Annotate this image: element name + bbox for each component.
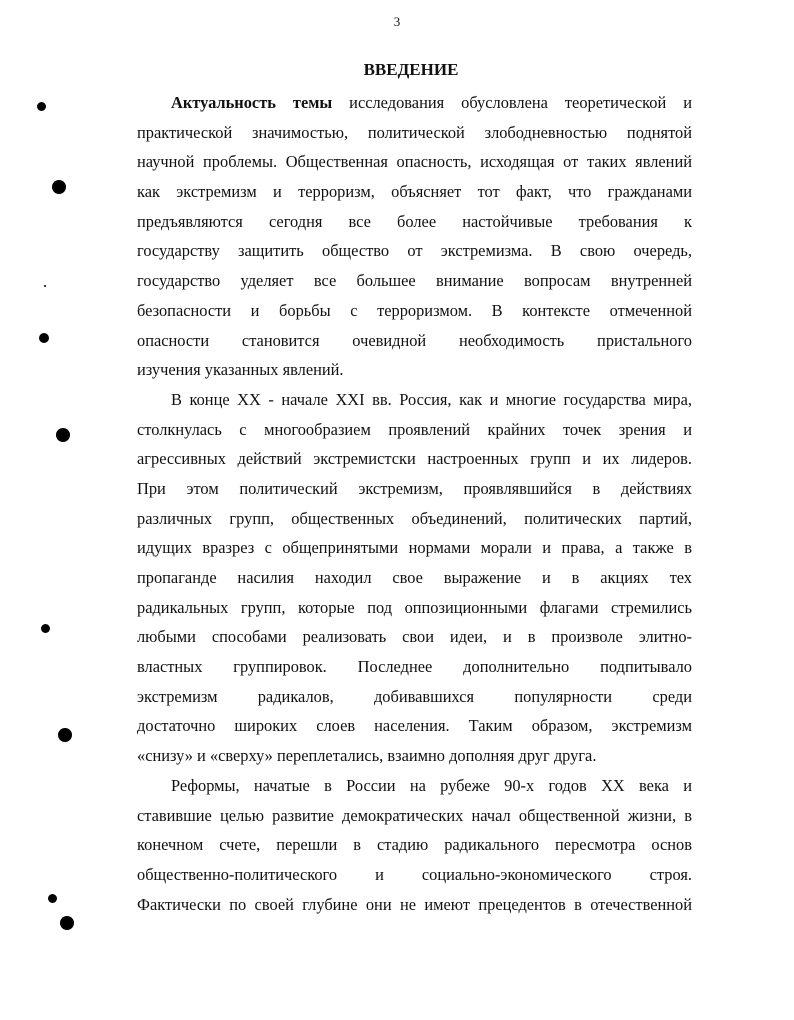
section-title: ВВЕДЕНИЕ (363, 60, 459, 79)
punch-hole-mark (48, 894, 57, 903)
paragraph-line: государство уделяет все большее внимание вопросам внутренней (137, 271, 692, 291)
paragraph-line: При этом политический экстремизм, проявлявшийся в действиях (137, 478, 692, 498)
paragraph-line: любыми способами реализовать свои идеи, и в произволе элитно- (137, 627, 692, 647)
paragraph-line: предъявляются сегодня все более настойчивые требования к (137, 211, 692, 231)
paragraph-line: «снизу» и «сверху» переплетались, взаимно дополняя друг друга. (137, 746, 597, 766)
body-text (137, 88, 692, 919)
paragraph-line: Фактически по своей глубине они не имеют прецедентов в отечественной (137, 894, 692, 914)
paragraph-line: государству защитить общество от экстремизма. В свою очередь, (137, 241, 692, 261)
punch-hole-mark (52, 180, 66, 194)
paragraph-line: экстремизм радикалов, добивавшихся популярности среди (137, 686, 692, 706)
paragraph-line: конечном счете, перешли в стадию радикального пересмотра основ (137, 835, 692, 855)
paragraph-line: как экстремизм и терроризм, объясняет тот факт, что гражданами (137, 182, 692, 202)
paragraph-line: Актуальность темы исследования обусловлена теоретической и (171, 93, 692, 112)
paragraph-line: достаточно широких слоев населения. Таким образом, экстремизм (137, 716, 692, 736)
punch-hole-mark (56, 428, 70, 442)
paragraph-line: общественно-политического и социально-экономического строя. (137, 864, 692, 884)
punch-hole-mark (58, 728, 72, 742)
paragraph-line: опасности становится очевидной необходимость пристального (137, 330, 692, 350)
paragraph-line: безопасности и борьбы с терроризмом. В контексте отмеченной (137, 300, 692, 320)
page-number: 3 (393, 14, 401, 29)
paragraph-line: властных группировок. Последнее дополнительно подпитывало (137, 657, 692, 677)
punch-hole-mark (60, 916, 74, 930)
paragraph-line: пропаганде насилия находил свое выражение и в акциях тех (137, 568, 692, 587)
punch-hole-mark (41, 624, 50, 633)
punch-hole-mark (37, 102, 46, 111)
paragraph-line: практической значимостью, политической злободневностью поднятой (137, 122, 692, 142)
paragraph-line: ставившие целью развитие демократических начал общественной жизни, в (137, 805, 692, 825)
paragraph-line: различных групп, общественных объединений, политических партий, (137, 508, 692, 528)
bold-lead: Актуальность темы (171, 93, 333, 112)
paragraph-line: изучения указанных явлений. (137, 360, 344, 380)
paragraph-line: радикальных групп, которые под оппозиционными флагами стремились (137, 597, 692, 617)
punch-hole-mark (39, 333, 49, 343)
paragraph-line: идущих вразрез с общепринятыми нормами морали и права, а также в (137, 538, 692, 558)
punch-hole-mark (44, 285, 46, 287)
paragraph-line: Реформы, начатые в России на рубеже 90-х годов XX века и (171, 775, 692, 795)
paragraph-line: агрессивных действий экстремистски настроенных групп и их лидеров. (137, 449, 692, 469)
paragraph-line: В конце XX - начале XXI вв. Россия, как и многие государства мира, (171, 389, 692, 409)
paragraph-line: столкнулась с многообразием проявлений крайних точек зрения и (137, 419, 692, 439)
paragraph-line: научной проблемы. Общественная опасность, исходящая от таких явлений (137, 152, 692, 172)
